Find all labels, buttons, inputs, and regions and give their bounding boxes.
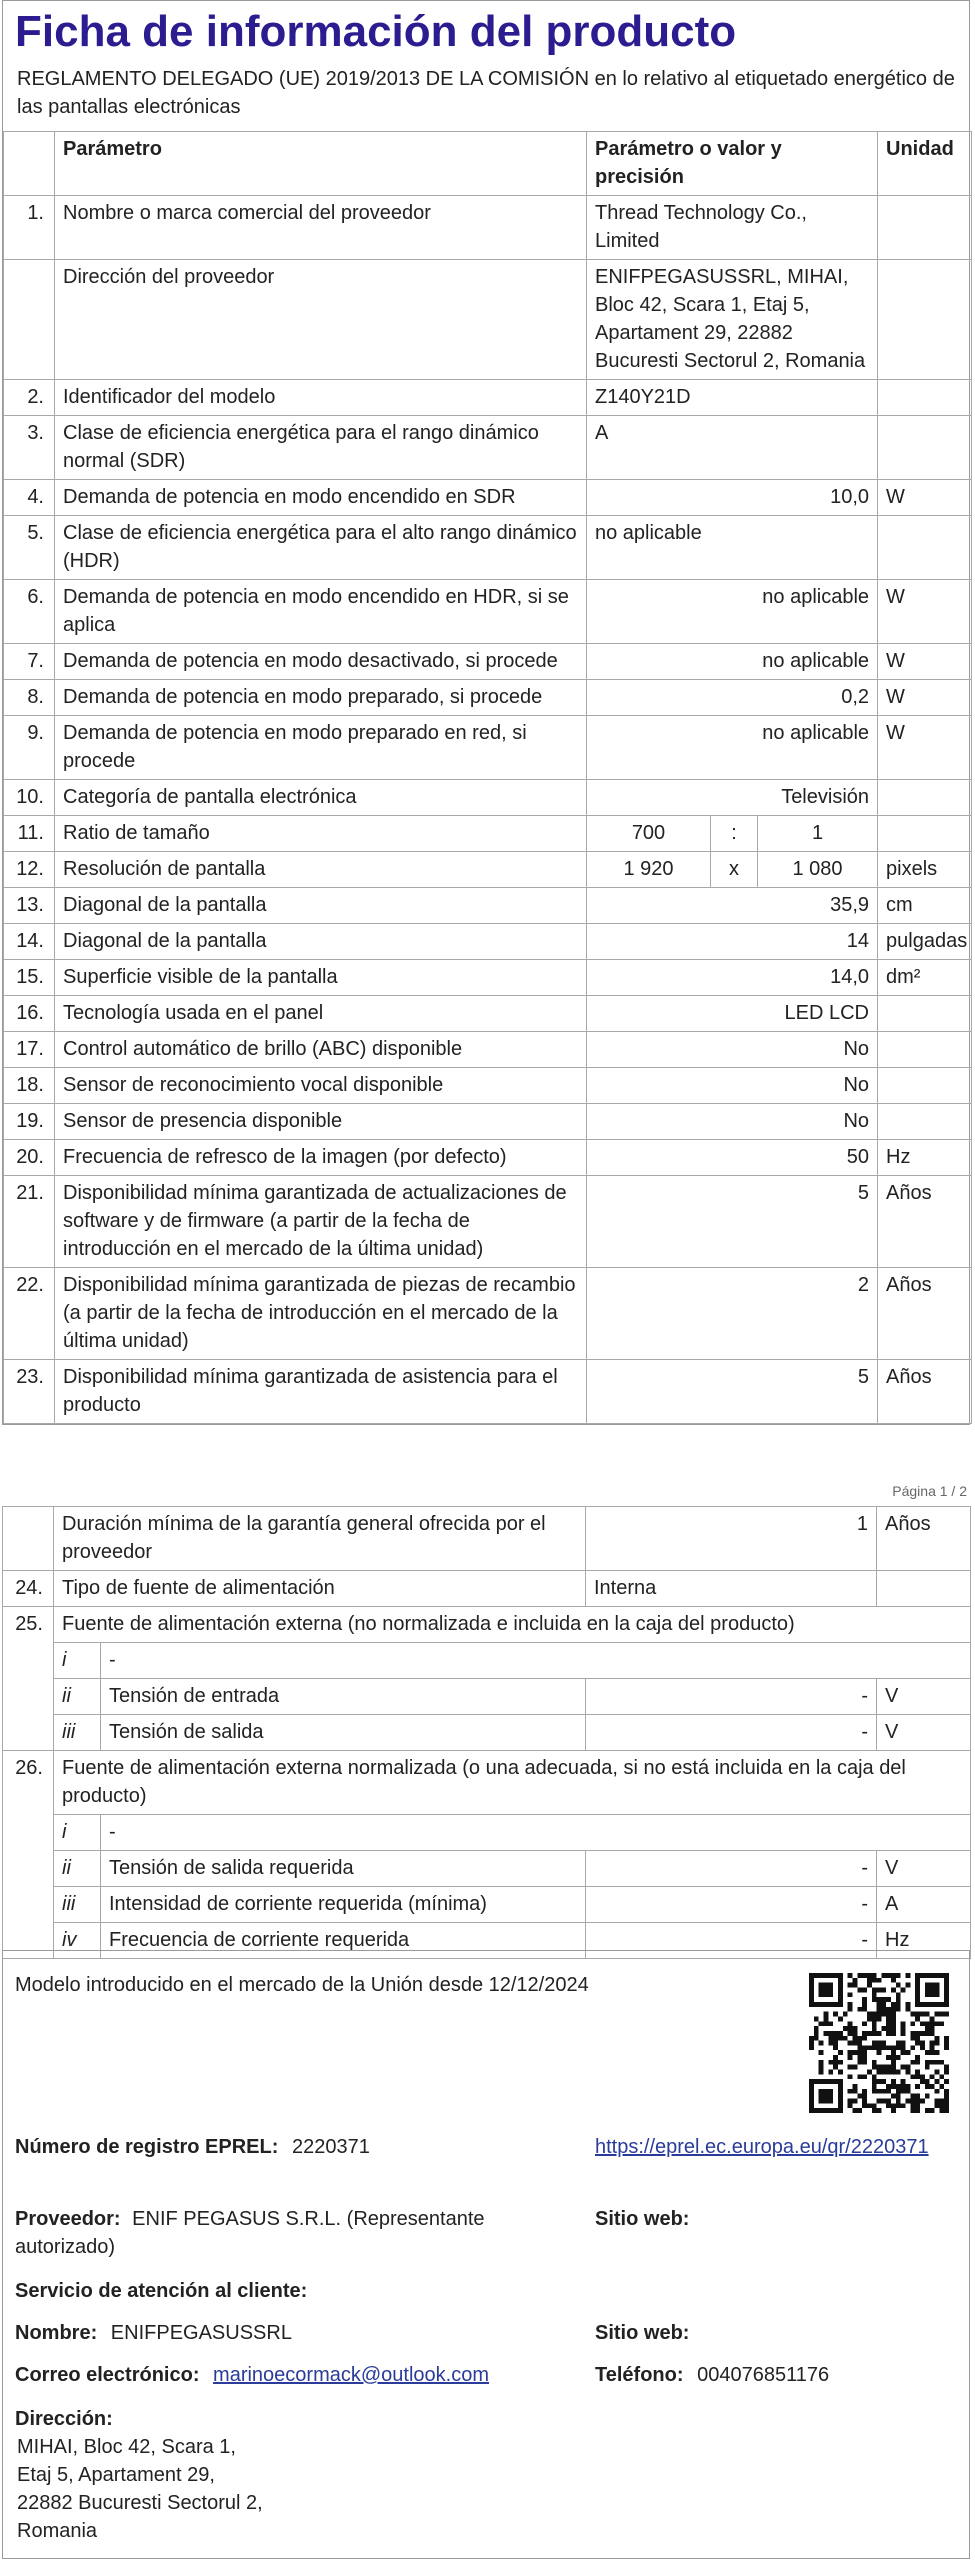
- row-parameter: Identificador del modelo: [55, 380, 587, 416]
- row-unit: [878, 1104, 972, 1140]
- row-number: 19.: [4, 1104, 55, 1140]
- row-unit: Años: [878, 1176, 972, 1268]
- table-row: [4, 960, 972, 996]
- table-row: [4, 644, 972, 680]
- row-number: 22.: [4, 1268, 55, 1360]
- row-parameter: Fuente de alimentación externa normalizada (o una adecuada, si no está incluida en la caja del producto): [54, 1751, 971, 1815]
- row-number: 20.: [4, 1140, 55, 1176]
- row-unit: W: [878, 480, 972, 516]
- subrow-value: -: [586, 1923, 877, 1959]
- row-value: Televisión: [587, 780, 878, 816]
- eprel-registration: [15, 2133, 370, 2161]
- power-supply-table: [2, 1506, 971, 1959]
- row-number: 14.: [4, 924, 55, 960]
- row-unit: [878, 1032, 972, 1068]
- eprel-info-card: [2, 1950, 970, 2559]
- service-name-line: [15, 2319, 292, 2347]
- row-value: No: [587, 1068, 878, 1104]
- row-unit: pixels: [878, 852, 972, 888]
- table-row: [4, 996, 972, 1032]
- row-unit: Hz: [878, 1140, 972, 1176]
- row-number: 13.: [4, 888, 55, 924]
- subrow-parameter: -: [101, 1643, 971, 1679]
- row-parameter: Demanda de potencia en modo preparado, si procede: [55, 680, 587, 716]
- row-number: 11.: [4, 816, 55, 852]
- row-parameter: Tipo de fuente de alimentación: [54, 1571, 586, 1607]
- row-unit: [878, 416, 972, 480]
- page-title: Ficha de información del producto: [15, 7, 737, 56]
- row-value-b: 1 080: [758, 852, 878, 888]
- subrow-index: ii: [54, 1679, 101, 1715]
- row-parameter: Nombre o marca comercial del proveedor: [55, 196, 587, 260]
- row-number: 16.: [4, 996, 55, 1032]
- eprel-link[interactable]: https://eprel.ec.europa.eu/qr/2220371: [595, 2136, 929, 2158]
- subrow-value: -: [586, 1715, 877, 1751]
- supplier-value: ENIF PEGASUS S.R.L. (Representante autorizado): [15, 2208, 485, 2258]
- phone-line: [595, 2361, 829, 2389]
- subrow-value: -: [586, 1887, 877, 1923]
- row-value: Interna: [586, 1571, 877, 1607]
- eprel-label: Número de registro EPREL:: [15, 2136, 279, 2158]
- product-sheet-page-2: [2, 1506, 970, 1959]
- table-row: [4, 380, 972, 416]
- market-intro-text: Modelo introducido en el mercado de la Unión desde 12/12/2024: [15, 1974, 589, 1996]
- parameters-table: [3, 131, 972, 1424]
- row-parameter: Diagonal de la pantalla: [55, 888, 587, 924]
- row-unit: [878, 780, 972, 816]
- row-parameter: Disponibilidad mínima garantizada de piezas de recambio (a partir de la fecha de introducción en el mercado de la última unidad): [55, 1268, 587, 1360]
- subrow-index: i: [54, 1815, 101, 1851]
- row-parameter: Resolución de pantalla: [55, 852, 587, 888]
- subrow-value: -: [586, 1679, 877, 1715]
- row-value: no aplicable: [587, 516, 878, 580]
- row-value-separator: x: [711, 852, 758, 888]
- row-unit: W: [878, 716, 972, 780]
- subrow-parameter: Tensión de salida: [101, 1715, 586, 1751]
- subrow-parameter: Intensidad de corriente requerida (mínima): [101, 1887, 586, 1923]
- table-subrow: [3, 1643, 971, 1679]
- row-value: 14,0: [587, 960, 878, 996]
- row-value: A: [587, 416, 878, 480]
- row-number: 26.: [3, 1751, 54, 1959]
- eprel-number: 2220371: [291, 2136, 370, 2158]
- row-parameter: Demanda de potencia en modo desactivado, si procede: [55, 644, 587, 680]
- row-number: 18.: [4, 1068, 55, 1104]
- row-value: no aplicable: [587, 580, 878, 644]
- header-value: Parámetro o valor y precisión: [587, 132, 878, 196]
- row-unit: cm: [878, 888, 972, 924]
- subrow-unit: V: [877, 1715, 971, 1751]
- row-value: LED LCD: [587, 996, 878, 1032]
- table-row: [4, 580, 972, 644]
- row-number: 1.: [4, 196, 55, 260]
- table-row: [4, 516, 972, 580]
- row-parameter: Disponibilidad mínima garantizada de asistencia para el producto: [55, 1360, 587, 1424]
- subrow-unit: A: [877, 1887, 971, 1923]
- row-unit: [878, 816, 972, 852]
- table-row: [4, 1032, 972, 1068]
- row-value: Thread Technology Co., Limited: [587, 196, 878, 260]
- row-number: 25.: [3, 1607, 54, 1751]
- regulation-subtitle: REGLAMENTO DELEGADO (UE) 2019/2013 DE LA COMISIÓN en lo relativo al etiquetado energético de las pantallas electrónicas: [17, 68, 955, 118]
- row-number: 23.: [4, 1360, 55, 1424]
- table-row: [4, 1104, 972, 1140]
- service-website-label: Sitio web:: [595, 2322, 690, 2344]
- table-subrow: [3, 1851, 971, 1887]
- phone-label: Teléfono:: [595, 2364, 684, 2386]
- row-unit: dm²: [878, 960, 972, 996]
- subrow-index: iii: [54, 1887, 101, 1923]
- table-row: [4, 816, 972, 852]
- table-row: [4, 924, 972, 960]
- row-parameter: Duración mínima de la garantía general ofrecida por el proveedor: [54, 1507, 586, 1571]
- subrow-parameter: Tensión de salida requerida: [101, 1851, 586, 1887]
- product-sheet-page-1: [2, 0, 970, 1425]
- row-parameter: Tecnología usada en el panel: [55, 996, 587, 1032]
- table-row: [3, 1607, 971, 1643]
- row-parameter: Categoría de pantalla electrónica: [55, 780, 587, 816]
- table-subrow: [3, 1715, 971, 1751]
- row-unit: [878, 516, 972, 580]
- row-number: 2.: [4, 380, 55, 416]
- row-parameter: Sensor de presencia disponible: [55, 1104, 587, 1140]
- email-line: [15, 2361, 489, 2389]
- table-header-row: [4, 132, 972, 196]
- row-number: 21.: [4, 1176, 55, 1268]
- subrow-unit: Hz: [877, 1923, 971, 1959]
- row-value-separator: :: [711, 816, 758, 852]
- row-number: [3, 1507, 54, 1571]
- row-number: 7.: [4, 644, 55, 680]
- subrow-index: iii: [54, 1715, 101, 1751]
- table-row: [3, 1751, 971, 1815]
- row-parameter: Clase de eficiencia energética para el alto rango dinámico (HDR): [55, 516, 587, 580]
- row-unit: W: [878, 580, 972, 644]
- service-name-value: ENIFPEGASUSSRL: [110, 2322, 292, 2344]
- address-label: Dirección:: [15, 2408, 113, 2430]
- email-link[interactable]: marinoecormack@outlook.com: [213, 2364, 490, 2386]
- subrow-parameter: Frecuencia de corriente requerida: [101, 1923, 586, 1959]
- table-row: [4, 480, 972, 516]
- row-parameter: Fuente de alimentación externa (no normalizada e incluida en la caja del producto): [54, 1607, 971, 1643]
- table-row: [4, 260, 972, 380]
- row-unit: Años: [878, 1360, 972, 1424]
- row-value: 0,2: [587, 680, 878, 716]
- row-number: 17.: [4, 1032, 55, 1068]
- row-value: 2: [587, 1268, 878, 1360]
- row-parameter: Demanda de potencia en modo encendido en HDR, si se aplica: [55, 580, 587, 644]
- subrow-unit: V: [877, 1679, 971, 1715]
- header-unit: Unidad: [878, 132, 972, 196]
- table-row: [4, 680, 972, 716]
- row-parameter: Disponibilidad mínima garantizada de actualizaciones de software y de firmware (a partir de la fecha de introducción en el mercado de la última unidad): [55, 1176, 587, 1268]
- row-value: 50: [587, 1140, 878, 1176]
- address-line: MIHAI, Bloc 42, Scara 1,: [17, 2436, 236, 2458]
- row-parameter: Control automático de brillo (ABC) disponible: [55, 1032, 587, 1068]
- phone-value: 004076851176: [697, 2364, 830, 2386]
- address-line: Etaj 5, Apartament 29,: [17, 2464, 215, 2486]
- subrow-index: ii: [54, 1851, 101, 1887]
- table-row: [4, 888, 972, 924]
- row-number: 12.: [4, 852, 55, 888]
- row-value-a: 1 920: [587, 852, 711, 888]
- row-parameter: Dirección del proveedor: [55, 260, 587, 380]
- subrow-index: iv: [54, 1923, 101, 1959]
- table-subrow: [3, 1887, 971, 1923]
- row-unit: [878, 380, 972, 416]
- row-number: 10.: [4, 780, 55, 816]
- row-value: 5: [587, 1360, 878, 1424]
- customer-service-heading: Servicio de atención al cliente:: [15, 2280, 308, 2302]
- service-name-label: Nombre:: [15, 2322, 98, 2344]
- row-parameter: Sensor de reconocimiento vocal disponible: [55, 1068, 587, 1104]
- row-number: 4.: [4, 480, 55, 516]
- row-number: 6.: [4, 580, 55, 644]
- row-parameter: Frecuencia de refresco de la imagen (por defecto): [55, 1140, 587, 1176]
- address-line: Romania: [17, 2520, 98, 2542]
- row-value: 1: [586, 1507, 877, 1571]
- supplier-label: Proveedor:: [15, 2208, 121, 2230]
- row-value: No: [587, 1104, 878, 1140]
- row-unit: [878, 260, 972, 380]
- row-unit: [878, 196, 972, 260]
- row-unit: Años: [878, 1268, 972, 1360]
- table-row: [3, 1571, 971, 1607]
- row-number: 5.: [4, 516, 55, 580]
- supplier-line: [15, 2205, 585, 2261]
- supplier-website-label: Sitio web:: [595, 2208, 690, 2230]
- table-row: [4, 1268, 972, 1360]
- row-value: ENIFPEGASUSSRL, MIHAI, Bloc 42, Scara 1, Etaj 5, Apartament 29, 22882 Bucuresti Sectorul 2, Romania: [587, 260, 878, 380]
- subrow-parameter: -: [101, 1815, 971, 1851]
- page-number-label: Página 1 / 2: [892, 1483, 967, 1499]
- row-value: Z140Y21D: [587, 380, 878, 416]
- header-parameter: Parámetro: [55, 132, 587, 196]
- email-label: Correo electrónico:: [15, 2364, 200, 2386]
- row-unit: W: [878, 644, 972, 680]
- subrow-unit: V: [877, 1851, 971, 1887]
- row-unit: [878, 1068, 972, 1104]
- row-number: [4, 260, 55, 380]
- row-value-b: 1: [758, 816, 878, 852]
- address-line: 22882 Bucuresti Sectorul 2,: [17, 2492, 263, 2514]
- row-parameter: Diagonal de la pantalla: [55, 924, 587, 960]
- table-row: [4, 1140, 972, 1176]
- subrow-parameter: Tensión de entrada: [101, 1679, 586, 1715]
- table-row: [4, 196, 972, 260]
- row-value: no aplicable: [587, 716, 878, 780]
- row-parameter: Demanda de potencia en modo encendido en SDR: [55, 480, 587, 516]
- subrow-value: -: [586, 1851, 877, 1887]
- row-parameter: Demanda de potencia en modo preparado en red, si procede: [55, 716, 587, 780]
- row-parameter: Ratio de tamaño: [55, 816, 587, 852]
- row-unit: W: [878, 680, 972, 716]
- row-parameter: Superficie visible de la pantalla: [55, 960, 587, 996]
- row-unit: [877, 1571, 971, 1607]
- subrow-index: i: [54, 1643, 101, 1679]
- row-value: 14: [587, 924, 878, 960]
- table-row: [4, 1360, 972, 1424]
- row-value: no aplicable: [587, 644, 878, 680]
- row-unit: Años: [877, 1507, 971, 1571]
- table-row: [4, 852, 972, 888]
- row-parameter: Clase de eficiencia energética para el rango dinámico normal (SDR): [55, 416, 587, 480]
- row-value: 35,9: [587, 888, 878, 924]
- table-subrow: [3, 1679, 971, 1715]
- table-row: [4, 416, 972, 480]
- row-number: 24.: [3, 1571, 54, 1607]
- row-number: 9.: [4, 716, 55, 780]
- row-number: 15.: [4, 960, 55, 996]
- table-row: [4, 780, 972, 816]
- row-number: 3.: [4, 416, 55, 480]
- row-value-a: 700: [587, 816, 711, 852]
- table-subrow: [3, 1815, 971, 1851]
- table-row: [4, 716, 972, 780]
- row-unit: pulgadas: [878, 924, 972, 960]
- row-value: No: [587, 1032, 878, 1068]
- row-unit: [878, 996, 972, 1032]
- table-row: [3, 1507, 971, 1571]
- address-lines: [17, 2433, 263, 2545]
- row-value: 10,0: [587, 480, 878, 516]
- row-value: 5: [587, 1176, 878, 1268]
- table-row: [4, 1176, 972, 1268]
- table-row: [4, 1068, 972, 1104]
- row-number: 8.: [4, 680, 55, 716]
- qr-code-icon[interactable]: [809, 1973, 949, 2113]
